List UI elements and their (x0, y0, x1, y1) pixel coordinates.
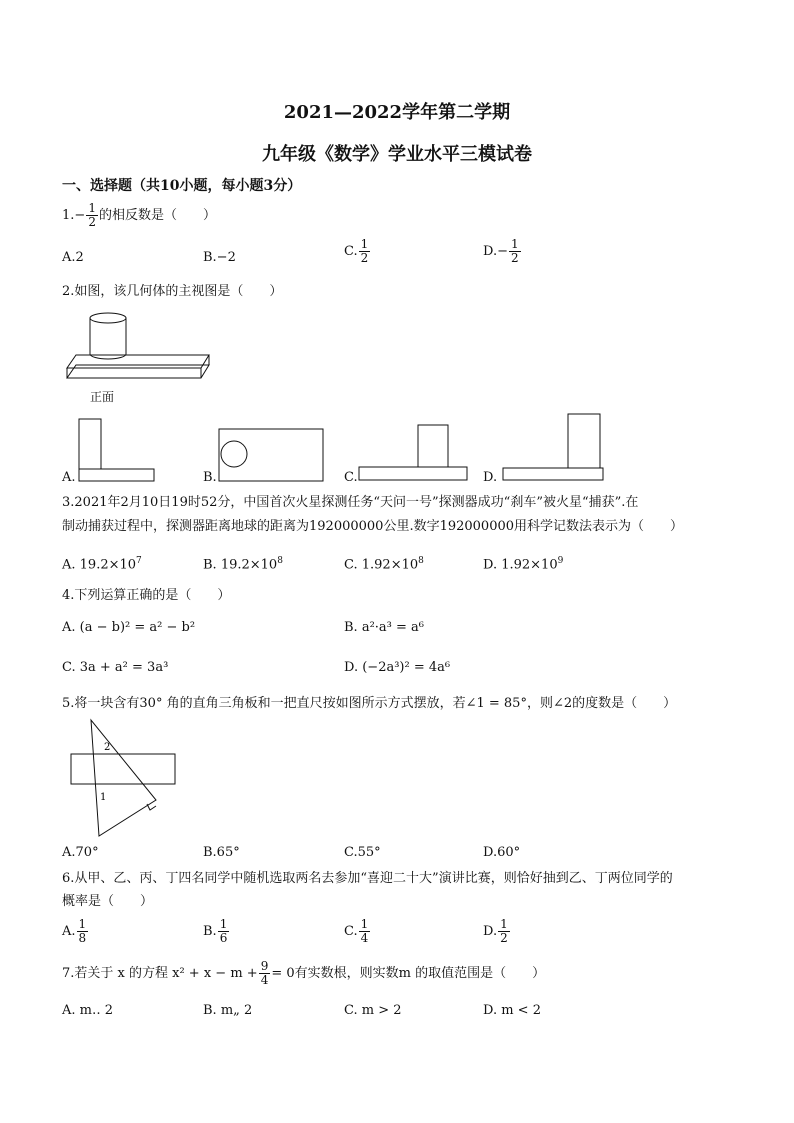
angle-2-label: 2 (104, 742, 111, 753)
q5-option-c: C.55° (344, 845, 381, 860)
q7-option-b: B. m„ 2 (203, 1003, 253, 1018)
front-label: 正面 (90, 390, 115, 404)
q5-option-b: B.65° (203, 845, 240, 860)
q2-view-b (218, 428, 326, 483)
q2-view-c (358, 424, 470, 482)
fraction: $\frac{1}{2}$ (88, 201, 96, 229)
question-1-stem: 1.− $\frac{1}{2}$ 的相反数是（ ） (62, 201, 216, 229)
q2-view-a (78, 418, 158, 483)
question-6-line2: 概率是（ ） (62, 894, 154, 909)
q4-option-d: D. (−2a³)² = 4a⁶ (344, 660, 451, 675)
q1-option-b: B.−2 (203, 250, 236, 265)
q4-option-a: A. (a − b)² = a² − b² (62, 620, 196, 635)
q7-option-a: A. m‥ 2 (62, 1003, 114, 1018)
question-2-stem: 2.如图，该几何体的主视图是（ ） (62, 284, 283, 299)
angle-1-label: 1 (100, 792, 107, 803)
section-heading: 一、选择题（共10小题，每小题3分） (62, 178, 302, 194)
q1-option-d: D.− $\frac{1}{2}$ (483, 237, 519, 265)
question-6-line1: 6.从甲、乙、丙、丁四名同学中随机选取两名去参加“喜迎二十大”演讲比赛，则恰好抽到乙、丁两位同学的 (62, 871, 673, 886)
q2-option-c: C. (344, 470, 358, 485)
question-4-stem: 4.下列运算正确的是（ ） (62, 588, 231, 603)
question-3-line1: 3.2021年2月10日19时52分，中国首次火星探测任务“天问一号”探测器成功“刹车”被火星“捕获”.在 (62, 495, 639, 510)
q1-option-c: C. $\frac{1}{2}$ (344, 237, 369, 265)
q2-view-d (502, 413, 606, 482)
q7-option-c: C. m > 2 (344, 1003, 402, 1018)
q6-option-b: B. $\frac{1}{6}$ (203, 917, 228, 945)
question-5-stem: 5.将一块含有30° 角的直角三角板和一把直尺按如图所示方式摆放，若∠1 = 85°，则∠2的度数是（ ） (62, 696, 677, 711)
exam-title-year: 2021—2022学年第二学期 (283, 102, 511, 123)
q2-option-a: A. (62, 470, 76, 485)
q3-option-c: C. $1.92\times 10^8$ (344, 556, 424, 573)
q3-option-d: D. $1.92\times 10^9$ (483, 556, 564, 573)
q4-option-b: B. a²·a³ = a⁶ (344, 620, 424, 635)
q7-option-d: D. m < 2 (483, 1003, 541, 1018)
q6-option-d: D. $\frac{1}{2}$ (483, 917, 508, 945)
q6-option-c: C. $\frac{1}{4}$ (344, 917, 369, 945)
solid-figure (62, 310, 212, 385)
exam-title: 九年级《数学》学业水平三模试卷 (262, 144, 532, 165)
q2-option-b: B. (203, 470, 217, 485)
q5-option-d: D.60° (483, 845, 521, 860)
q2-option-d: D. (483, 470, 498, 485)
q4-option-c: C. 3a + a² = 3a³ (62, 660, 169, 675)
triangle-ruler-figure (68, 718, 180, 838)
q5-option-a: A.70° (62, 845, 99, 860)
question-3-line2: 制动捕获过程中，探测器距离地球的距离为192000000公里.数字192000000用科学记数法表示为（ ） (62, 519, 684, 534)
q3-option-a: A. $19.2\times 10^7$ (62, 556, 142, 573)
question-7-stem: 7.若关于 x 的方程 x² + x − m + $\frac{9}{4}$ = 0有实数根，则实数m 的取值范围是（ ） (62, 959, 546, 987)
q6-option-a: A. $\frac{1}{8}$ (62, 917, 87, 945)
q1-option-a: A.2 (62, 250, 84, 265)
q3-option-b: B. $19.2\times 10^8$ (203, 556, 283, 573)
